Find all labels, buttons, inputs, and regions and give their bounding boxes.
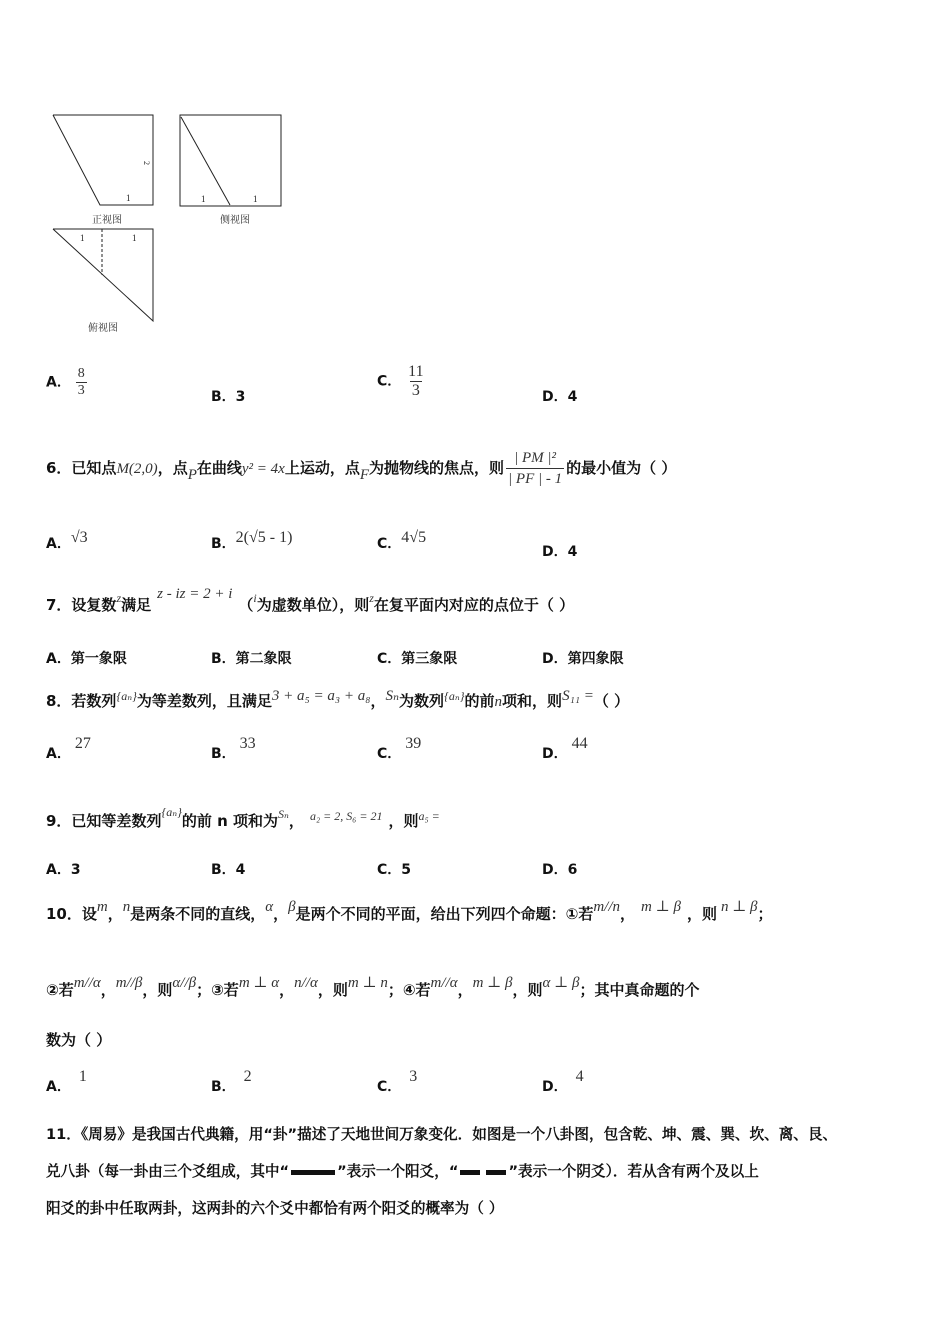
q8-option-b: B．33 xyxy=(211,735,256,762)
q7-option-c: C．第三象限 xyxy=(377,651,458,667)
q6-stem: 6．已知点M(2,0)，点P在曲线y² = 4x上运动，点F为抛物线的焦点，则 $\frac{\text{| PM |²}}{| PF | - 1}$ 的最小值为（ ） xyxy=(46,450,677,487)
q11-stem-line2: 兑八卦（每一卦由三个爻组成，其中“ ”表示一个阳爻，“ ”表示一个阴爻）．若从含有两个及以上 xyxy=(46,1163,759,1180)
q6-option-c: C．4√5 xyxy=(377,529,427,552)
q8-stem: 8．若数列$^{\{a_n\}}$为等差数列，且满足3 + a₅ = a₃ + a₈，Sₙ为数列$^{\{a_n\}}$的前n项和，则S₁₁ =（ ） xyxy=(46,688,630,710)
q9-option-c: C．5 xyxy=(377,862,412,878)
q5-option-d: D．4 xyxy=(542,389,578,405)
q5-option-a: A． $\frac{8}{3}$ xyxy=(46,366,85,398)
top-view-caption: 俯视图 xyxy=(88,323,118,334)
front-label-one: 1 xyxy=(126,193,131,203)
three-view-figure xyxy=(40,105,300,345)
yin-yao-symbol-left xyxy=(460,1170,480,1175)
yang-yao-symbol xyxy=(291,1170,335,1175)
side-label-one-b: 1 xyxy=(253,194,258,204)
q9-stem: 9．已知等差数列$^{\{a_n\}}$的前 n 项和为$^{S_n}$， $^{a_2 = 2, S_6 = 21}$ ，则$^{a_5 =}$ xyxy=(46,805,440,830)
q5-option-b: B．3 xyxy=(211,389,246,405)
q10-option-a: A．1 xyxy=(46,1068,87,1095)
front-view xyxy=(53,115,153,205)
q6-option-a: A．√3 xyxy=(46,529,88,552)
q9-option-d: D．6 xyxy=(542,862,578,878)
front-view-caption: 正视图 xyxy=(92,215,122,226)
q7-option-d: D．第四象限 xyxy=(542,651,624,667)
q7-option-a: A．第一象限 xyxy=(46,651,127,667)
yin-yao-symbol-right xyxy=(486,1170,506,1175)
q7-option-b: B．第二象限 xyxy=(211,651,292,667)
q10-stem-line3: 数为（ ） xyxy=(46,1031,112,1049)
q8-option-d: D．44 xyxy=(542,735,588,762)
q10-option-b: B．2 xyxy=(211,1068,252,1095)
q6-option-b: B．2(√5 - 1) xyxy=(211,529,293,552)
q8-option-a: A．27 xyxy=(46,735,91,762)
top-label-one-b: 1 xyxy=(132,233,137,243)
top-view xyxy=(53,229,153,321)
side-view xyxy=(180,115,281,206)
top-label-one-a: 1 xyxy=(80,233,85,243)
q10-option-d: D．4 xyxy=(542,1068,584,1095)
q9-option-a: A．3 xyxy=(46,862,81,878)
q10-stem-line1: 10．设m，n是两条不同的直线，α，β是两个不同的平面，给出下列四个命题：①若m//n， m ⊥ β ，则 n ⊥ β； xyxy=(46,899,773,923)
side-view-caption: 侧视图 xyxy=(220,215,250,226)
q8-option-c: C．39 xyxy=(377,735,422,762)
front-label-two: 2 xyxy=(142,161,151,165)
side-label-one-a: 1 xyxy=(201,194,206,204)
q5-option-c: C． $\frac{11}{3}$ xyxy=(377,363,424,399)
q10-stem-line2: ②若m//α，m//β，则α//β；③若m ⊥ α，n//α，则m ⊥ n；④若m//α，m ⊥ β，则α ⊥ β；其中真命题的个 xyxy=(46,975,700,999)
q11-stem-line3: 阳爻的卦中任取两卦，这两卦的六个爻中都恰有两个阳爻的概率为（ ） xyxy=(46,1200,504,1217)
q6-option-d: D．4 xyxy=(542,544,578,560)
q7-stem: 7．设复数$^z$满足z - iz = 2 + i（$^i$为虚数单位），则$^z$在复平面内对应的点位于（ ） xyxy=(46,586,575,614)
q11-stem-line1: 11．《周易》是我国古代典籍，用“卦”描述了天地世间万象变化．如图是一个八卦图，包含乾、坤、震、巽、坎、离、艮、 xyxy=(46,1126,838,1143)
q9-option-b: B．4 xyxy=(211,862,246,878)
q10-option-c: C．3 xyxy=(377,1068,418,1095)
